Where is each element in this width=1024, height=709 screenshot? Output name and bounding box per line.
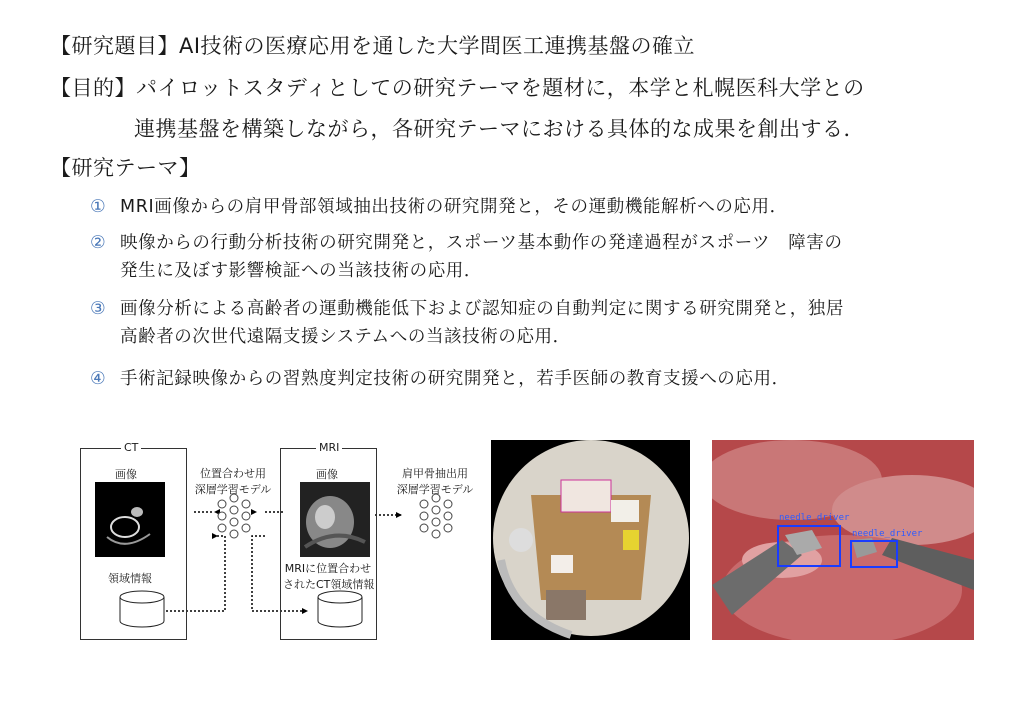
mri-region-label: MRIに位置合わせ されたCT領域情報 <box>283 562 375 591</box>
fisheye-room-photo <box>491 440 690 640</box>
theme-item-4 <box>90 365 790 393</box>
ct-scan-image <box>95 482 165 557</box>
theme-text: 画像分析による高齢者の運動機能低下および認知症の自動判定に関する研究開発と，独居 <box>120 299 844 319</box>
theme-text: 映像からの行動分析技術の研究開発と，スポーツ基本動作の発達過程がスポーツ 障害の <box>120 233 843 253</box>
model1-label: 位置合わせ用 深層学習モデル <box>194 467 272 496</box>
theme-number: ③ <box>90 299 107 319</box>
detection-label: needle_driver <box>852 529 923 539</box>
themes-heading: 【研究テーマ】 <box>50 156 201 180</box>
mri-image-label: 画像 <box>316 468 338 481</box>
theme-item-2 <box>90 229 843 285</box>
detection-box <box>850 540 898 568</box>
mri-box-label: MRI <box>316 441 342 454</box>
purpose-line-1: 【目的】パイロットスタディとしての研究テーマを題材に，本学と札幌医科大学との <box>50 76 865 100</box>
theme-text: 手術記録映像からの習熟度判定技術の研究開発と，若手医師の教育支援への応用． <box>120 369 790 389</box>
registration-workflow-diagram <box>80 440 475 640</box>
ct-image-label: 画像 <box>115 468 137 481</box>
theme-text: 発生に及ぼす影響検証への当該技術の応用． <box>120 261 482 281</box>
model2-label: 肩甲骨抽出用 深層学習モデル <box>396 467 474 496</box>
purpose-line-2: 連携基盤を構築しながら，各研究テーマにおける具体的な成果を創出する． <box>134 117 865 141</box>
detection-box <box>777 525 841 567</box>
theme-item-3 <box>90 295 844 351</box>
theme-text: 高齢者の次世代遠隔支援システムへの当該技術の応用． <box>120 327 571 347</box>
theme-number: ② <box>90 233 107 253</box>
theme-text: MRI画像からの肩甲骨部領域抽出技術の研究開発と，その運動機能解析への応用． <box>120 197 788 217</box>
theme-number: ④ <box>90 369 107 389</box>
detection-label: needle_driver <box>779 513 850 523</box>
surgical-video-frame <box>712 440 974 640</box>
mri-scan-image <box>300 482 370 557</box>
ct-region-label: 領域情報 <box>108 572 152 585</box>
research-title: 【研究題目】AI技術の医療応用を通した大学間医工連携基盤の確立 <box>50 34 696 58</box>
theme-number: ① <box>90 197 107 217</box>
ct-box-label: CT <box>121 441 141 454</box>
theme-item-1 <box>90 193 788 221</box>
